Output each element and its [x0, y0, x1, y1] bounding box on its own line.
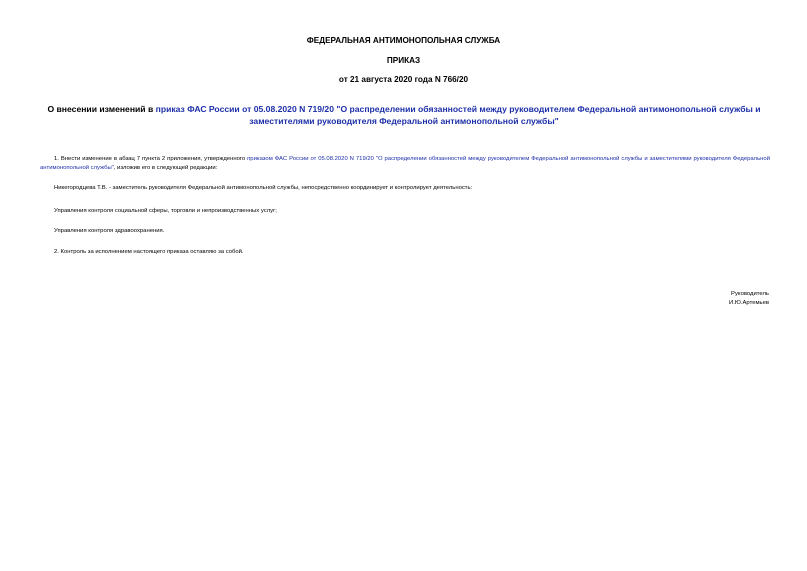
agency-name: ФЕДЕРАЛЬНАЯ АНТИМОНОПОЛЬНАЯ СЛУЖБА	[306, 36, 501, 45]
paragraph-2: Никегородцева Т.В. - заместитель руководителя Федеральной антимонопольной службы, непосредственно координирует и контролирует деятельность:	[54, 185, 473, 191]
order-719-link[interactable]: приказом ФАС России от 05.08.2020 N 719/20 "О распределении обязанностей между руководителем Федеральной антимонопольной службы и заместителями руководителя Федеральной антимонопольной службы"	[40, 156, 770, 171]
title-link[interactable]: приказ ФАС России от 05.08.2020 N 719/20 "О распределении обязанностей между руководителем Федеральной антимонопольной службы и заместителями руководителя Федеральной антимонопольной службы"	[155, 104, 761, 126]
document-title	[34, 104, 774, 127]
document-type: ПРИКАЗ	[386, 56, 421, 65]
signature-name: И.Ю.Артемьев	[729, 300, 769, 306]
paragraph-4: Управления контроля здравоохранения.	[54, 228, 165, 234]
paragraph-5: 2. Контроль за исполнением настоящего приказа оставляю за собой.	[54, 249, 244, 255]
paragraph-1-suffix: , изложив его в следующей редакции:	[113, 164, 218, 171]
paragraph-3: Управления контроля социальной сферы, торговли и непроизводственных услуг;	[54, 208, 277, 214]
signature-role: Руководитель	[731, 291, 769, 297]
document-date-number: от 21 августа 2020 года N 766/20	[338, 75, 469, 84]
paragraph-1	[40, 155, 770, 172]
title-prefix: О внесении изменений в	[47, 104, 156, 114]
paragraph-1-prefix: 1. Внести изменение в абзац 7 пункта 2 приложения, утвержденного	[54, 156, 248, 162]
